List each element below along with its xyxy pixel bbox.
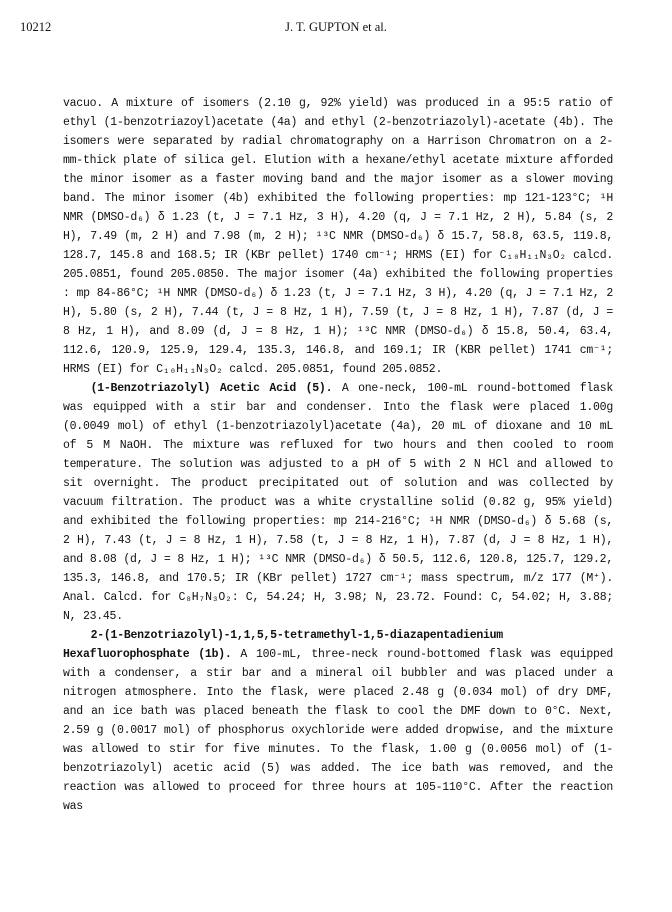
running-head (0, 20, 672, 40)
running-head-authors: J. T. GUPTON et al. (285, 20, 387, 34)
paragraph-ester-isomers: vacuo. A mixture of isomers (2.10 g, 92% yield) was produced in a 95:5 ratio of ethyl (1-benzotriazoyl)acetate (4a) and ethyl (2-benzotriazolyl)-acetate (4b). The isomers were separated by radial chromatography on a Harrison Chromatron on a 2-mm-thick plate of silica gel. Elution with a hexane/ethyl acetate mixture afforded the minor isomer as a faster moving band and the major isomer as a slower moving band. The minor isomer (4b) exhibited the following properties: mp 121-123°C; ¹H NMR (DMSO-d₆) δ 1.23 (t, J = 7.1 Hz, 3 H), 4.20 (q, J = 7.1 Hz, 2 H), 5.84 (s, 2 H), 7.49 (m, 2 H) and 7.98 (m, 2 H); ¹³C NMR (DMSO-d₆) δ 15.7, 58.8, 63.5, 119.8, 128.7, 145.8 and 168.5; IR (KBr pellet) 1740 cm⁻¹; HRMS (EI) for C₁₀H₁₁N₃O₂ calcd. 205.0851, found 205.0850. The major isomer (4a) exhibited the following properties : mp 84-86°C; ¹H NMR (DMSO-d₆) δ 1.23 (t, J = 7.1 Hz, 3 H), 4.20 (q, J = 7.1 Hz, 2 H), 5.80 (s, 2 H), 7.44 (t, J = 8 Hz, 1 H), 7.59 (t, J = 8 Hz, 1 H), 7.87 (d, J = 8 Hz, 1 H), and 8.09 (d, J = 8 Hz, 1 H); ¹³C NMR (DMSO-d₆) δ 15.8, 50.4, 63.4, 112.6, 120.9, 125.9, 129.4, 135.3, 146.8, and 169.1; IR (KBR pellet) 1741 cm⁻¹; HRMS (EI) for C₁₀H₁₁N₃O₂ calcd. 205.0851, found 205.0852. (63, 97, 613, 376)
compound-heading-5: (1-Benzotriazolyl) Acetic Acid (5). (90, 382, 333, 395)
paragraph-diazapentadienium-text: A 100-mL, three-neck round-bottomed flask was equipped with a condenser, a stir bar and a mineral oil bubbler and was placed under a nitrogen atmosphere. Into the flask, were placed 2.48 g (0.034 mol) of dry DMF, and an ice bath was placed beneath the flask to cool the DMF down to 0°C. Next, 2.59 g (0.0017 mol) of phosphorus oxychloride were added dropwise, and the mixture was allowed to stir for five minutes. To the flask, 1.00 g (0.0056 mol) of (1-benzotriazolyl) acetic acid (5) was added. The ice bath was removed, and the reaction was allowed to proceed for three hours at 105-110°C. After the reaction was (63, 648, 614, 813)
paragraph-diazapentadienium (63, 626, 613, 816)
compound-heading-1b: 2-(1-Benzotriazolyl)-1,1,5,5-tetramethyl-1,5-diazapentadienium Hexafluorophosphate (1b). (63, 629, 503, 661)
experimental-text (63, 94, 613, 816)
page-number: 10212 (20, 20, 52, 34)
paragraph-acetic-acid-text: A one-neck, 100-mL round-bottomed flask was equipped with a stir bar and condenser. Into the flask were placed 1.00g (0.0049 mol) of ethyl (1-benzotriazolyl)acetate (4a), 20 mL of dioxane and 10 mL of 5 M NaOH. The mixture was refluxed for two hours and then cooled to room temperature. The solution was adjusted to a pH of 5 with 2 N HCl and allowed to sit overnight. The product precipitated out of solution and was collected by vacuum filtration. The product was a white crystalline solid (0.82 g, 95% yield) and exhibited the following properties: mp 214-216°C; ¹H NMR (DMSO-d₆) δ 5.68 (s, 2 H), 7.43 (t, J = 8 Hz, 1 H), 7.58 (t, J = 8 Hz, 1 H), 7.87 (d, J = 8 Hz, 1 H), and 8.08 (d, J = 8 Hz, 1 H); ¹³C NMR (DMSO-d₆) δ 50.5, 112.6, 120.8, 125.7, 129.2, 135.3, 146.8, and 170.5; IR (KBr pellet) 1727 cm⁻¹; mass spectrum, m/z 177 (M⁺). Anal. Calcd. for C₈H₇N₃O₂: C, 54.24; H, 3.98; N, 23.72. Found: C, 54.02; H, 3.88; N, 23.45. (63, 382, 614, 623)
paragraph-acetic-acid (63, 379, 613, 626)
